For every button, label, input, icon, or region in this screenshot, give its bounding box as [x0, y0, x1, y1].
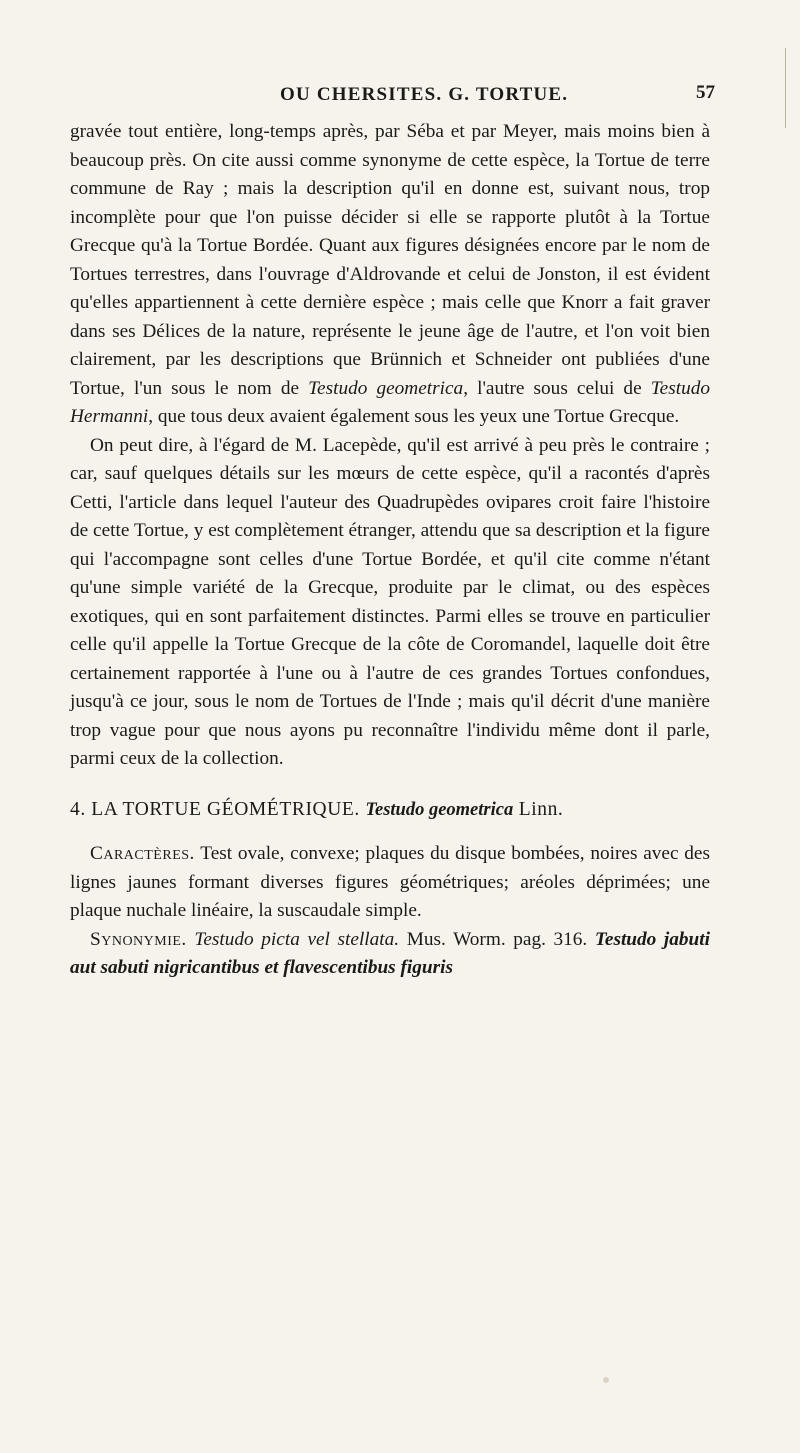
paragraph-1-text: gravée tout entière, long-temps après, par Séba et par Meyer, mais moins bien à beaucoup près. On cite aussi comme synonyme de cette espèce, la Tortue de terre commune de Ray ; mais la description qu'il en donne est, suivant nous, trop incomplète pour que l'on puisse décider si elle se rapporte plutôt à la Tortue Grecque qu'à la Tortue Bordée. Quant aux figures désignées encore par le nom de Tortues terrestres, dans l'ouvrage d'Aldrovande et celui de Jonston, il est évident qu'elles appartiennent à cette dernière espèce ; mais celle que Knorr a fait graver dans ses Délices de la nature, représente le jeune âge de l'autre, et l'on voit bien clairement, par les descriptions que Brünnich et Schneider ont publiées d'une Tortue, l'un sous le nom de [70, 121, 710, 399]
synonymy-latin-2: Testudo jabuti aut sabuti nigricantibus et flavescentibus figuris [70, 928, 710, 978]
section-heading [70, 796, 710, 825]
characters-label: Caractères. [90, 843, 195, 864]
paragraph-2: On peut dire, à l'égard de M. Lacepède, qu'il est arrivé à peu près le contraire ; car, sauf quelques détails sur les mœurs de cette espèce, qu'il a racontés d'après Cetti, l'article dans lequel l'auteur des Quadrupèdes ovipares croit faire l'histoire de cette Tortue, y est complètement étranger, attendu que sa description et la figure qui l'accompagne sont celles d'une Tortue Bordée, et qu'il cite comme n'étant qu'une simple variété de la Grecque, produite par le climat, ou des espèces exotiques, qui en sont parfaitement distinctes. Parmi elles se trouve en particulier celle qu'il appelle la Tortue Grecque de la côte de Coromandel, laquelle doit être certainement rapportée à l'une ou à l'autre de ces grandes Tortues confondues, jusqu'à ce jour, sous le nom de Tortues de l'Inde ; mais qu'il décrit d'une manière trop vague pour que nous ayons pu reconnaître l'individu même dont il parle, parmi ceux de la collection. [70, 434, 710, 769]
characters-paragraph [70, 840, 710, 926]
latin-testudo-geometrica: Testudo geometrica [308, 377, 464, 399]
section-authority: Linn. [518, 798, 564, 820]
synonymy-label: Synonymie. [90, 928, 187, 950]
paragraph-1-mid: , l'autre sous celui de [463, 377, 651, 399]
page-number: 57 [696, 82, 715, 103]
paper-speck [603, 1377, 609, 1383]
synonymy-latin-1: Testudo picta vel stellata. [194, 928, 400, 950]
characters-text: Test ovale, convexe; plaques du disque bombées, noires avec des lignes jaunes formant diverses figures géométriques; aréoles déprimées; une plaque nuchale linéaire, la suscaudale simple. [70, 843, 710, 921]
paragraph-1 [70, 118, 710, 432]
latin-testudo-hermanni: Testudo Hermanni [70, 377, 710, 427]
paragraph-1-end: , que tous deux avaient également sous les yeux une Tortue Grecque. [148, 406, 680, 427]
section-latin-name: Testudo geometrica [365, 799, 514, 820]
synonymy-paragraph [70, 926, 710, 983]
running-title: OU CHERSITES. G. TORTUE. [280, 84, 569, 105]
body-text [70, 118, 710, 983]
synonymy-ref-1: Mus. Worm. pag. 316. [406, 928, 588, 950]
running-head [0, 84, 800, 114]
section-title: 4. LA TORTUE GÉOMÉTRIQUE. [70, 798, 360, 820]
